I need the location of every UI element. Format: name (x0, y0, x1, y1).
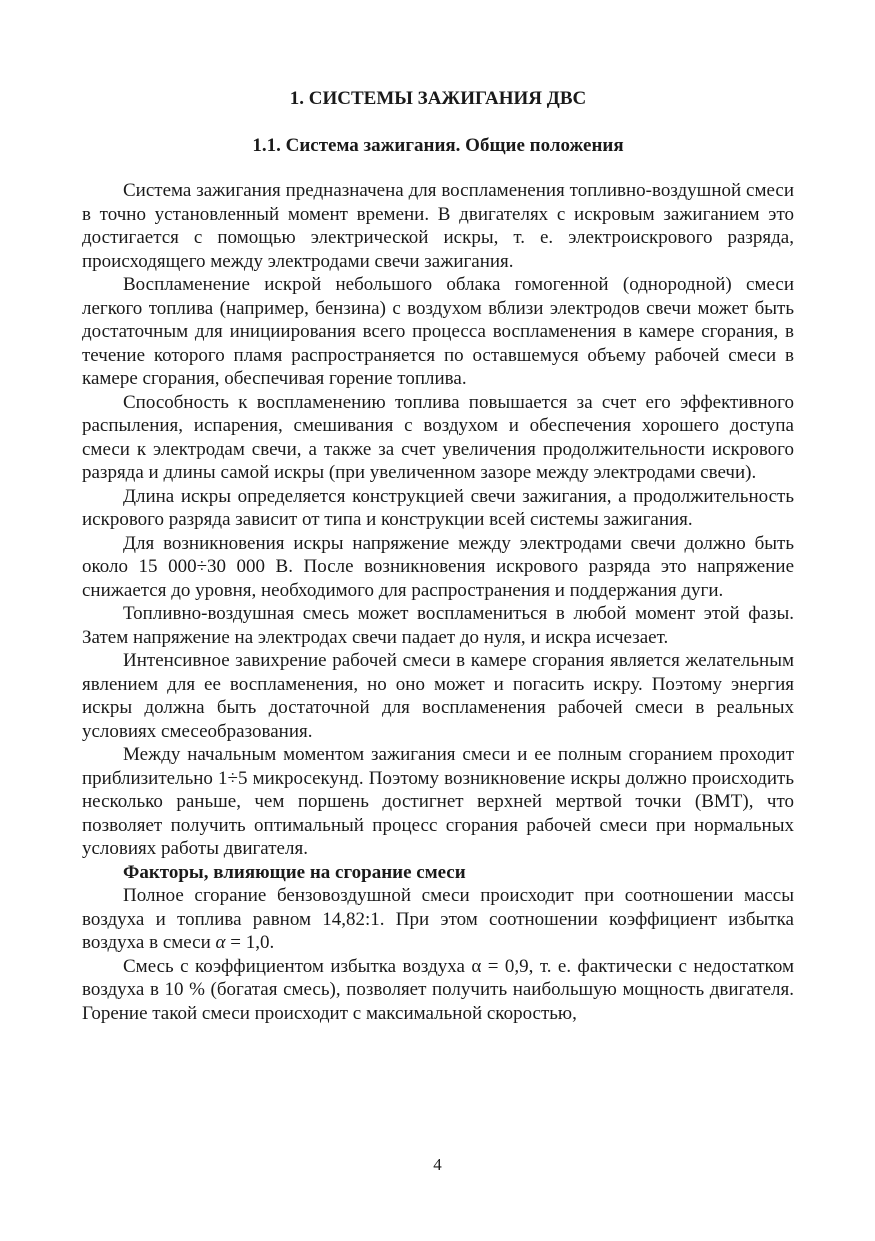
paragraph-text: = 1,0. (225, 932, 275, 953)
paragraph: Смесь с коэффициентом избытка воздуха α = 0,9, т. е. фактически с недостатком воздуха в 10 % (богатая смесь), позволяет получить наибольшую мощность двигателя. Горение такой смеси происходит с максимальной скоростью, (82, 955, 794, 1024)
paragraph: Воспламенение искрой небольшого облака гомогенной (однородной) смеси легкого топлива (например, бензина) с воздухом вблизи электродов свечи может быть достаточным для инициирования всего процесса воспламенения в камере сгорания, в течение которого пламя распространяется по оставшемуся объему рабочей смеси в камере сгорания, обеспечивая горение топлива. (82, 274, 794, 389)
paragraph: Интенсивное завихрение рабочей смеси в камере сгорания является желательным явлением для ее воспламенения, но оно может и погасить искру. Поэтому энергия искры должна быть достаточной для воспламенения рабочей смеси в реальных условиях смесеобразования. (82, 650, 794, 742)
alpha-symbol: α (215, 932, 226, 953)
paragraph: Система зажигания предназначена для воспламенения топливно-воздушной смеси в точно установленный момент времени. В двигателях с искровым зажиганием это достигается с помощью электрической искры, т. е. электроискрового разряда, происходящего между электродами свечи зажигания. (82, 180, 794, 272)
paragraph: Для возникновения искры напряжение между электродами свечи должно быть около 15 000÷30 000 В. После возникновения искрового разряда это напряжение снижается до уровня, необходимого для распространения и поддержания дуги. (82, 532, 794, 601)
paragraph: Топливно-воздушная смесь может воспламениться в любой момент этой фазы. Затем напряжение на электродах свечи падает до нуля, и искра исчезает. (82, 603, 794, 648)
paragraph (82, 884, 794, 955)
paragraph-text: Полное сгорание бензовоздушной смеси происходит при соотношении массы воздуха и топлива равном 14,82:1. При этом соотношении коэффициент избытка воздуха в смеси (82, 885, 794, 953)
subsection-title: Факторы, влияющие на сгорание смеси (123, 861, 466, 883)
page-number: 4 (433, 1155, 442, 1174)
paragraph: Длина искры определяется конструкцией свечи зажигания, а продолжительность искрового разряда зависит от типа и конструкции всей системы зажигания. (82, 485, 794, 530)
paragraph: Способность к воспламенению топлива повышается за счет его эффективного распыления, испарения, смешивания с воздухом и обеспечения хорошего доступа смеси к электродам свечи, а также за счет увеличения продолжительности искрового разряда и длины самой искры (при увеличенном зазоре между электродами свечи). (82, 391, 794, 483)
document-page (82, 82, 794, 1025)
section-heading: 1.1. Система зажигания. Общие положения (252, 135, 624, 156)
paragraph: Между начальным моментом зажигания смеси и ее полным сгоранием проходит приблизительно 1÷5 микросекунд. Поэтому возникновение искры должно происходить несколько раньше, чем поршень достигнет верхней мертвой точки (ВМТ), что позволяет получить оптимальный процесс сгорания рабочей смеси при нормальных условиях работы двигателя. (82, 744, 794, 859)
chapter-heading: 1. СИСТЕМЫ ЗАЖИГАНИЯ ДВС (289, 88, 587, 109)
